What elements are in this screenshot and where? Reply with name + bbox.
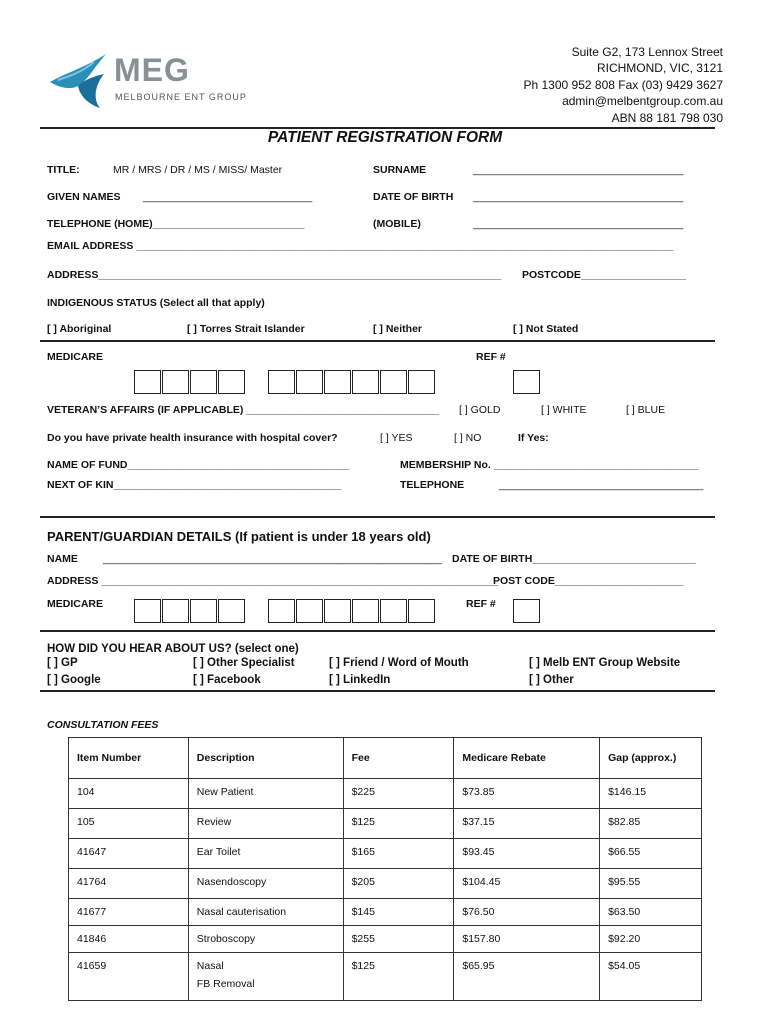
hear-google[interactable]: [ ] Google <box>47 674 101 686</box>
table-row <box>69 953 702 1001</box>
table-row <box>69 899 702 926</box>
medicare-box[interactable] <box>408 599 435 623</box>
table-header-row <box>69 738 702 779</box>
hear-website[interactable]: [ ] Melb ENT Group Website <box>529 657 681 669</box>
logo <box>48 50 258 112</box>
cell: $225 <box>343 779 454 809</box>
medicare-box[interactable] <box>268 370 295 394</box>
phone-fax: Ph 1300 952 808 Fax (03) 9429 3627 <box>523 77 723 92</box>
medicare-box[interactable] <box>324 370 351 394</box>
cell: 41659 <box>69 953 189 1001</box>
cell: 105 <box>69 809 189 839</box>
hear-facebook[interactable]: [ ] Facebook <box>193 674 261 686</box>
medicare-box[interactable] <box>218 599 245 623</box>
email-field[interactable]: EMAIL ADDRESS ____________________________________________________________________________________________ <box>47 240 674 252</box>
cell: Nasal cauterisation <box>188 899 343 926</box>
postcode-field[interactable]: POSTCODE__________________ <box>522 269 687 281</box>
surname-label: SURNAME <box>373 164 427 176</box>
cell: $146.15 <box>600 779 702 809</box>
cell: $157.80 <box>454 926 600 953</box>
cell: $63.50 <box>600 899 702 926</box>
nok-telephone-field[interactable]: ___________________________________ <box>499 479 704 491</box>
cell: $66.55 <box>600 839 702 869</box>
divider <box>40 690 715 692</box>
private-no[interactable]: [ ] NO <box>454 432 482 444</box>
medicare-box[interactable] <box>296 370 323 394</box>
table-row <box>69 869 702 899</box>
logo-subtitle: MELBOURNE ENT GROUP <box>115 92 247 102</box>
medicare-box[interactable] <box>268 599 295 623</box>
cell: 104 <box>69 779 189 809</box>
hear-other-specialist[interactable]: [ ] Other Specialist <box>193 657 295 669</box>
cell <box>188 953 343 1001</box>
cell: $125 <box>343 809 454 839</box>
cell: $37.15 <box>454 809 600 839</box>
logo-text: MEG <box>114 52 190 88</box>
bird-logo-icon <box>48 50 110 112</box>
guardian-ref-label: REF # <box>466 598 496 610</box>
if-yes-label: If Yes: <box>518 432 549 444</box>
cell: $73.85 <box>454 779 600 809</box>
medicare-box[interactable] <box>380 599 407 623</box>
cell: $165 <box>343 839 454 869</box>
divider <box>40 630 715 632</box>
dob-label: DATE OF BIRTH <box>373 191 454 203</box>
cell: 41764 <box>69 869 189 899</box>
cell: New Patient <box>188 779 343 809</box>
cell: $65.95 <box>454 953 600 1001</box>
guardian-dob-field[interactable]: DATE OF BIRTH____________________________ <box>452 553 696 565</box>
title-label: TITLE: <box>47 164 80 176</box>
col-description: Description <box>188 738 343 779</box>
medicare-box[interactable] <box>162 599 189 623</box>
guardian-postcode-field[interactable]: POST CODE______________________ <box>493 575 684 587</box>
cell: $54.05 <box>600 953 702 1001</box>
indigenous-aboriginal[interactable]: [ ] Aboriginal <box>47 323 112 335</box>
cell: $104.45 <box>454 869 600 899</box>
mobile-field[interactable]: ____________________________________ <box>473 218 684 230</box>
address-line1: Suite G2, 173 Lennox Street <box>571 45 723 59</box>
cell: $93.45 <box>454 839 600 869</box>
col-item-number: Item Number <box>69 738 189 779</box>
cell: Nasendoscopy <box>188 869 343 899</box>
table-row <box>69 809 702 839</box>
cell: 41677 <box>69 899 189 926</box>
medicare-box[interactable] <box>134 599 161 623</box>
name-of-fund-field[interactable]: NAME OF FUND______________________________________ <box>47 459 350 471</box>
surname-field[interactable]: ____________________________________ <box>473 164 684 176</box>
given-names-field[interactable]: _____________________________ <box>143 191 313 203</box>
col-fee: Fee <box>343 738 454 779</box>
medicare-box[interactable] <box>352 599 379 623</box>
ref-label: REF # <box>476 351 506 363</box>
membership-field[interactable]: MEMBERSHIP No. ___________________________________ <box>400 459 699 471</box>
cell: $95.55 <box>600 869 702 899</box>
veteran-gold[interactable]: [ ] GOLD <box>459 404 501 416</box>
hear-other[interactable]: [ ] Other <box>529 674 574 686</box>
veteran-blue[interactable]: [ ] BLUE <box>626 404 666 416</box>
veteran-white[interactable]: [ ] WHITE <box>541 404 587 416</box>
cell-line: Nasal <box>196 960 224 972</box>
cell: $92.20 <box>600 926 702 953</box>
private-yes[interactable]: [ ] YES <box>380 432 413 444</box>
cell: $82.85 <box>600 809 702 839</box>
veteran-field[interactable]: VETERAN’S AFFAIRS (IF APPLICABLE) _________________________________ <box>47 404 440 416</box>
hear-gp[interactable]: [ ] GP <box>47 657 78 669</box>
table-row <box>69 926 702 953</box>
next-of-kin-field[interactable]: NEXT OF KIN_______________________________________ <box>47 479 342 491</box>
medicare-box[interactable] <box>352 370 379 394</box>
medicare-box[interactable] <box>162 370 189 394</box>
nok-telephone-label: TELEPHONE <box>400 479 465 491</box>
cell: $255 <box>343 926 454 953</box>
dob-field[interactable]: ____________________________________ <box>473 191 684 203</box>
hear-linkedin[interactable]: [ ] LinkedIn <box>329 674 391 686</box>
medicare-box[interactable] <box>218 370 245 394</box>
medicare-box[interactable] <box>190 599 217 623</box>
form-title: PATIENT REGISTRATION FORM <box>267 129 503 146</box>
hear-friend[interactable]: [ ] Friend / Word of Mouth <box>329 657 469 669</box>
indigenous-label: INDIGENOUS STATUS (Select all that apply) <box>47 297 265 309</box>
indigenous-not-stated[interactable]: [ ] Not Stated <box>513 323 579 335</box>
medicare-box[interactable] <box>134 370 161 394</box>
divider <box>40 516 715 518</box>
guardian-medicare-label: MEDICARE <box>47 598 104 610</box>
address-line2: RICHMOND, VIC, 3121 <box>596 61 723 76</box>
private-insurance-question: Do you have private health insurance with hospital cover? <box>47 432 338 444</box>
given-names-label: GIVEN NAMES <box>47 191 121 203</box>
hear-question: HOW DID YOU HEAR ABOUT US? (select one) <box>47 643 299 655</box>
divider <box>40 340 715 342</box>
cell: Stroboscopy <box>188 926 343 953</box>
telephone-home-field[interactable]: TELEPHONE (HOME)__________________________ <box>47 218 305 230</box>
guardian-heading: PARENT/GUARDIAN DETAILS (If patient is under 18 years old) <box>47 529 431 544</box>
cell: Review <box>188 809 343 839</box>
indigenous-neither[interactable]: [ ] Neither <box>373 323 423 335</box>
cell: 41647 <box>69 839 189 869</box>
address-field[interactable]: ADDRESS_____________________________________________________________________ <box>47 269 502 281</box>
fees-heading: CONSULTATION FEES <box>47 719 159 731</box>
medicare-box[interactable] <box>380 370 407 394</box>
medicare-box[interactable] <box>408 370 435 394</box>
abn: ABN 88 181 798 030 <box>611 110 723 125</box>
cell: $145 <box>343 899 454 926</box>
guardian-address-field[interactable]: ADDRESS ____________________________________________________________________ <box>47 575 499 587</box>
clinic-address <box>524 44 724 126</box>
fees-table <box>68 737 702 1001</box>
medicare-box[interactable] <box>324 599 351 623</box>
ref-box[interactable] <box>513 599 540 623</box>
ref-box[interactable] <box>513 370 540 394</box>
medicare-label: MEDICARE <box>47 351 104 363</box>
cell: $125 <box>343 953 454 1001</box>
cell: $76.50 <box>454 899 600 926</box>
table-row <box>69 839 702 869</box>
col-medicare-rebate: Medicare Rebate <box>454 738 600 779</box>
cell: Ear Toilet <box>188 839 343 869</box>
guardian-name-field[interactable]: __________________________________________________________ <box>103 553 442 565</box>
medicare-box[interactable] <box>190 370 217 394</box>
indigenous-torres[interactable]: [ ] Torres Strait Islander <box>187 323 305 335</box>
clinic-email: admin@melbentgroup.com.au <box>562 94 723 109</box>
col-gap: Gap (approx.) <box>600 738 702 779</box>
cell-line: FB Removal <box>196 978 255 990</box>
cell: $205 <box>343 869 454 899</box>
title-options[interactable]: MR / MRS / DR / MS / MISS/ Master <box>113 164 283 176</box>
mobile-label: (MOBILE) <box>373 218 421 230</box>
cell: 41846 <box>69 926 189 953</box>
medicare-box[interactable] <box>296 599 323 623</box>
table-row <box>69 779 702 809</box>
guardian-name-label: NAME <box>47 553 78 565</box>
